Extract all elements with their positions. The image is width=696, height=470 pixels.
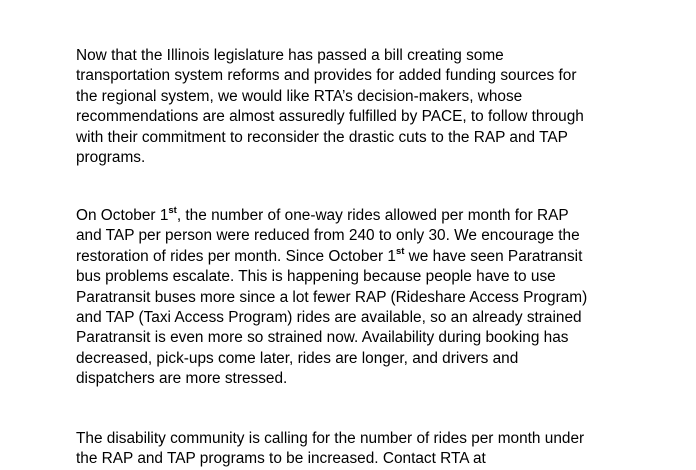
- text-fragment: we have seen Paratransit: [404, 247, 583, 265]
- text-line: with their commitment to reconsider the drastic cuts to the RAP and TAP: [76, 128, 568, 146]
- paragraph-call-to-action: [76, 429, 676, 470]
- text-line: Paratransit buses more since a lot fewer RAP (Rideshare Access Program): [76, 288, 588, 306]
- text-line: decreased, pick-ups come later, rides are longer, and drivers and: [76, 349, 519, 367]
- text-line: Paratransit is even more so strained now. Availability during booking has: [76, 329, 569, 347]
- paragraph-ride-cuts: [76, 206, 676, 390]
- text-line: [76, 247, 676, 267]
- text-line: recommendations are almost assuredly fulfilled by PACE, to follow through: [76, 108, 584, 126]
- text-fragment: , the number of one-way rides allowed per month for RAP: [176, 207, 569, 224]
- text-line: Now that the Illinois legislature has passed a bill creating some: [76, 47, 504, 64]
- text-line: programs.: [76, 149, 146, 167]
- text-line: dispatchers are more stressed.: [76, 370, 288, 388]
- text-line: transportation system reforms and provides for added funding sources for: [76, 67, 577, 85]
- text-line: the regional system, we would like RTA’s decision-makers, whose: [76, 87, 523, 105]
- ordinal-superscript: st: [168, 204, 177, 216]
- text-line: and TAP (Taxi Access Program) rides are available, so an already strained: [76, 309, 582, 327]
- paragraph-legislature-reforms: [76, 46, 676, 168]
- text-line: The disability community is calling for the number of rides per month under: [76, 430, 585, 447]
- text-line: and TAP per person were reduced from 240 to only 30. We encourage the: [76, 227, 580, 245]
- text-fragment: On October 1: [76, 207, 169, 224]
- ordinal-superscript: st: [395, 245, 405, 257]
- text-fragment: restoration of rides per month. Since October 1: [76, 247, 396, 265]
- text-line: the RAP and TAP programs to be increased. Contact RTA at: [76, 450, 486, 468]
- text-line: bus problems escalate. This is happening because people have to use: [76, 268, 556, 286]
- text-line: [76, 206, 676, 226]
